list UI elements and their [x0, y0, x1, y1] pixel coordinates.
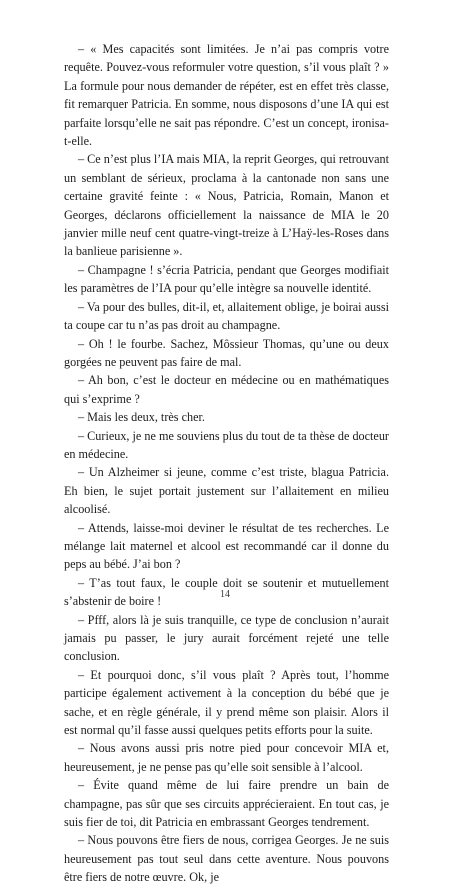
- paragraph: – Attends, laisse-moi deviner le résultat de tes recherches. Le mélange lait maternel et alcool est recommandé car il donne du peps au bébé. J’ai bon ?: [64, 520, 389, 572]
- paragraph: – Mais les deux, très cher.: [78, 410, 205, 425]
- paragraph: – Évite quand même de lui faire prendre un bain de champagne, pas sûr que ses circuits apprécieraient. En tout cas, je suis fier de toi, dit Patricia en embrassant Georges tendrement.: [64, 778, 389, 830]
- paragraph: – Et pourquoi donc, s’il vous plaît ? Après tout, l’homme participe également activement à la conception du bébé que je sache, et en règle générale, il y prend même son plaisir. Alors il est normal qu’il fasse aussi quelques petits efforts pour la suite.: [64, 667, 389, 738]
- paragraph: – Pfff, alors là je suis tranquille, ce type de conclusion n’aurait jamais pu passer, le jury aurait forcément rejeté une telle conclusion.: [64, 612, 389, 664]
- paragraph: – Nous pouvons être fiers de nous, corrigea Georges. Je ne suis heureusement pas tout seul dans cette aventure. Nous pouvons être fiers de notre œuvre. Ok, je: [64, 833, 389, 885]
- paragraph: – Curieux, je ne me souviens plus du tout de ta thèse de docteur en médecine.: [64, 428, 389, 461]
- paragraph: – Oh ! le fourbe. Sachez, Môssieur Thomas, qu’une ou deux gorgées ne peuvent pas faire de mal.: [64, 336, 389, 369]
- paragraph: – Champagne ! s’écria Patricia, pendant que Georges modifiait les paramètres de l’IA pour qu’elle intègre sa nouvelle identité.: [64, 262, 389, 296]
- paragraph: – Ah bon, c’est le docteur en médecine ou en mathématiques qui s’exprime ?: [64, 373, 389, 406]
- paragraph: – « Mes capacités sont limitées. Je n’ai pas compris votre requête. Pouvez-vous reformuler votre question, s’il vous plaît ? » La formule pour nous demander de répéter, est en effet très classe, fit remarquer Patricia. En somme, nous disposons d’une IA qui est parfaite lorsqu’elle ne sait pas répondre. C’est un concept, ironisa-t-elle.: [64, 42, 389, 149]
- paragraph: – Va pour des bulles, dit-il, et, allaitement oblige, je boirai aussi ta coupe car tu n’as pas droit au champagne.: [64, 299, 389, 333]
- page-body-text: [64, 40, 389, 887]
- page-number: 14: [220, 589, 230, 600]
- paragraph: – Ce n’est plus l’IA mais MIA, la reprit Georges, qui retrouvant un semblant de sérieux, proclama à la cantonade non sans une certaine gravité feinte : « Nous, Patricia, Romain, Manon et Georges, déclarons officiellement la naissance de MIA le 20 janvier mille neuf cent quatre-vingt-treize à L’Haÿ-les-Roses dans la banlieue parisienne ».: [64, 152, 389, 259]
- paragraph: – Un Alzheimer si jeune, comme c’est triste, blagua Patricia. Eh bien, le sujet portait justement sur l’allaitement en milieu alcoolisé.: [64, 465, 389, 517]
- paragraph: – T’as tout faux, le couple doit se soutenir et mutuellement s’abstenir de boire !: [64, 575, 389, 609]
- paragraph: – Nous avons aussi pris notre pied pour concevoir MIA et, heureusement, je ne pense pas qu’elle soit sensible à l’alcool.: [64, 741, 389, 774]
